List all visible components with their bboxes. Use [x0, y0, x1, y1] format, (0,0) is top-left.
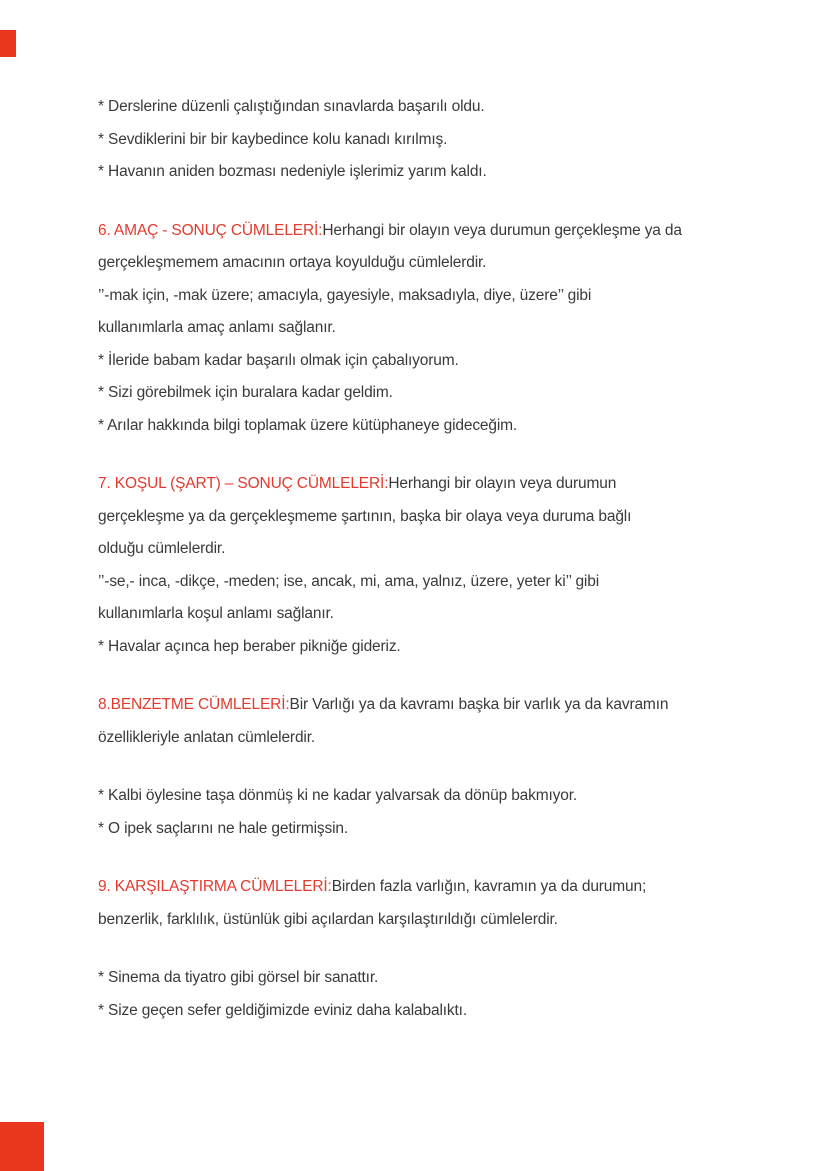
red-corner-mark-top [0, 30, 16, 57]
section-heading-rest: Bir Varlığı ya da kavramı başka bir varlık ya da kavramın [289, 696, 669, 714]
blank-line [98, 663, 808, 689]
text-line: * Kalbi öylesine taşa dönmüş ki ne kadar yalvarsak da dönüp bakmıyor. [98, 787, 578, 805]
blank-line [98, 442, 808, 468]
text-line: ’’-se,- inca, -dikçe, -meden; ise, ancak, mi, ama, yalnız, üzere, yeter ki’’ gibi [98, 572, 599, 590]
section-heading-rest: Birden fazla varlığın, kavramın ya da durumun; [331, 878, 647, 896]
text-line: ’’-mak için, -mak üzere; amacıyla, gayesiyle, maksadıyla, diye, üzere’’ gibi [98, 286, 592, 304]
text-line: * Sinema da tiyatro gibi görsel bir sanattır. [98, 969, 379, 987]
section-heading-line [98, 468, 808, 501]
section-heading: 7. KOŞUL (ŞART) – SONUÇ CÜMLELERİ: [98, 475, 389, 493]
text-line: özellikleriyle anlatan cümlelerdir. [98, 728, 316, 746]
section-heading-line [98, 215, 808, 248]
section-heading: 8.BENZETME CÜMLELERİ: [98, 696, 290, 714]
text-line: benzerlik, farklılık, üstünlük gibi açılardan karşılaştırıldığı cümlelerdir. [98, 910, 558, 928]
section-heading: 6. AMAÇ - SONUÇ CÜMLELERİ: [98, 221, 323, 239]
text-line: kullanımlarla amaç anlamı sağlanır. [98, 319, 336, 337]
text-line: olduğu cümlelerdir. [98, 540, 226, 558]
text-line: * Havanın aniden bozması nedeniyle işlerimiz yarım kaldı. [98, 163, 487, 181]
blank-line [98, 754, 808, 780]
text-line: gerçekleşme ya da gerçekleşmeme şartının, başka bir olaya veya duruma bağlı [98, 507, 632, 525]
text-line: * Havalar açınca hep beraber pikniğe gideriz. [98, 637, 401, 655]
section-heading-rest: Herhangi bir olayın veya durumun gerçekleşme ya da [322, 221, 682, 239]
text-line: * O ipek saçlarını ne hale getirmişsin. [98, 819, 349, 837]
text-line: * Derslerine düzenli çalıştığından sınavlarda başarılı oldu. [98, 98, 485, 116]
text-line: * Sizi görebilmek için buralara kadar geldim. [98, 384, 393, 402]
section-heading-line [98, 689, 808, 722]
document-text-body [98, 91, 808, 1027]
text-line: * İleride babam kadar başarılı olmak için çabalıyorum. [98, 351, 459, 369]
blank-line [98, 189, 808, 215]
red-corner-mark-bottom [0, 1122, 44, 1171]
text-line: * Sevdiklerini bir bir kaybedince kolu kanadı kırılmış. [98, 130, 448, 148]
blank-line [98, 936, 808, 962]
section-heading: 9. KARŞILAŞTIRMA CÜMLELERİ: [98, 878, 332, 896]
section-heading-rest: Herhangi bir olayın veya durumun [388, 475, 617, 493]
text-line: kullanımlarla koşul anlamı sağlanır. [98, 605, 334, 623]
blank-line [98, 845, 808, 871]
section-heading-line [98, 871, 808, 904]
text-line: gerçekleşmemem amacının ortaya koyulduğu cümlelerdir. [98, 254, 487, 272]
text-line: * Size geçen sefer geldiğimizde eviniz daha kalabalıktı. [98, 1001, 467, 1019]
text-line: * Arılar hakkında bilgi toplamak üzere kütüphaneye gideceğim. [98, 416, 518, 434]
